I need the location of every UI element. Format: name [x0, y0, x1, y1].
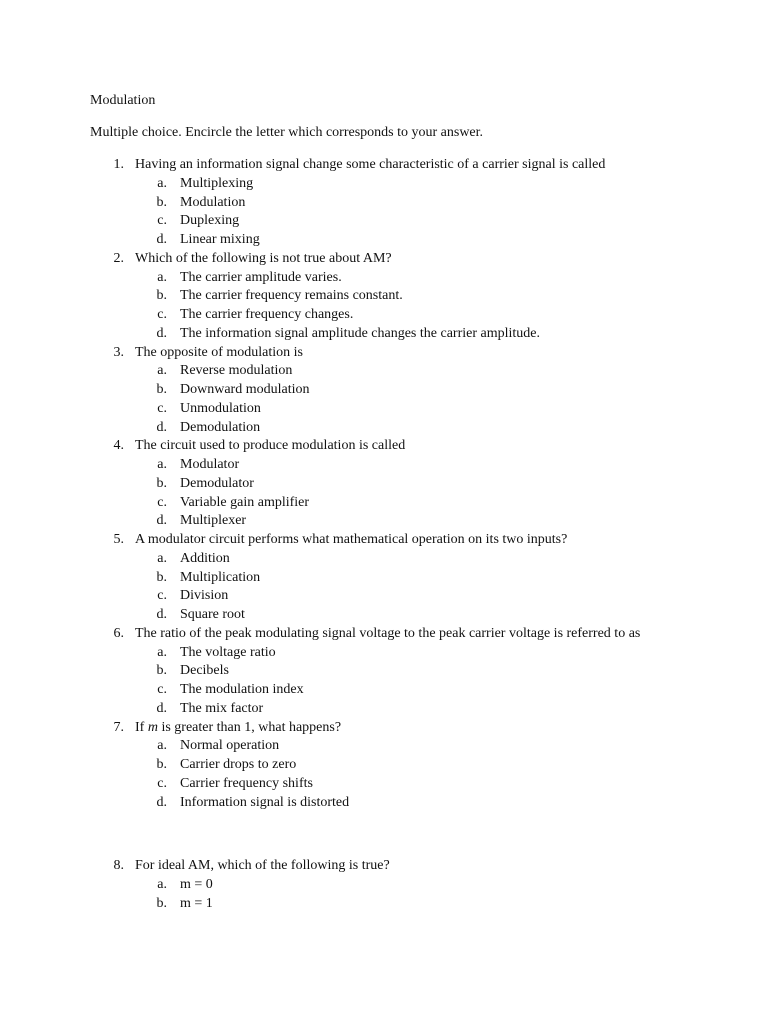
document-title: Modulation — [90, 93, 156, 108]
question-text — [135, 857, 390, 876]
question-text-part: Which of the following is not true about AM? — [135, 250, 392, 266]
option-text: Addition — [180, 550, 230, 566]
question-text-part: If — [135, 719, 148, 735]
question-item — [0, 250, 768, 269]
option-text: The voltage ratio — [180, 644, 276, 660]
option-letter[interactable]: b. — [156, 475, 167, 491]
answer-option[interactable] — [0, 494, 768, 513]
option-letter[interactable]: c. — [157, 682, 167, 697]
option-letter[interactable]: d. — [156, 419, 167, 435]
option-text: Square root — [180, 607, 245, 622]
question-text-part: The ratio of the peak modulating signal voltage to the peak carrier voltage is referred to as — [135, 625, 641, 641]
question-item — [0, 719, 768, 738]
question-text — [135, 156, 605, 175]
option-text: m = 1 — [180, 895, 213, 911]
option-letter[interactable]: d. — [156, 794, 167, 810]
option-letter[interactable]: d. — [156, 700, 167, 716]
question-text — [135, 719, 341, 738]
answer-option[interactable] — [0, 606, 768, 625]
option-letter[interactable]: c. — [157, 588, 167, 604]
option-letter[interactable]: a. — [157, 175, 167, 191]
question-text-part: The opposite of modulation is — [135, 344, 303, 360]
option-text: Demodulator — [180, 475, 254, 491]
option-text: The carrier frequency changes. — [180, 307, 354, 322]
option-letter[interactable]: a. — [157, 457, 167, 472]
option-text: Modulator — [180, 457, 240, 472]
option-text: Carrier frequency shifts — [180, 775, 313, 791]
option-text: Variable gain amplifier — [180, 494, 310, 510]
question-text — [135, 250, 392, 269]
option-text: The modulation index — [180, 682, 304, 697]
option-letter[interactable]: a. — [157, 644, 167, 660]
option-letter[interactable]: b. — [156, 288, 167, 304]
answer-option[interactable] — [0, 231, 768, 250]
question-text-part: is greater than 1, what happens? — [157, 719, 342, 735]
option-text: Carrier drops to zero — [180, 757, 297, 772]
question-number: 7. — [113, 719, 124, 735]
answer-option[interactable] — [0, 306, 768, 325]
answer-option[interactable] — [0, 475, 768, 494]
question-text-part: A modulator circuit performs what mathematical operation on its two inputs? — [135, 532, 568, 547]
option-letter[interactable]: b. — [156, 194, 167, 210]
option-letter[interactable]: c. — [157, 400, 167, 416]
answer-option[interactable] — [0, 400, 768, 419]
answer-option[interactable] — [0, 287, 768, 306]
question-item — [0, 156, 768, 175]
question-item — [0, 344, 768, 363]
option-text: The carrier frequency remains constant. — [180, 288, 403, 304]
question-number: 8. — [113, 858, 124, 874]
question-text-part: Having an information signal change some characteristic of a carrier signal is called — [135, 157, 606, 172]
answer-option[interactable] — [0, 794, 768, 813]
option-text: Linear mixing — [180, 232, 260, 247]
option-letter[interactable]: c. — [157, 307, 167, 322]
answer-option[interactable] — [0, 269, 768, 288]
option-letter[interactable]: b. — [156, 757, 167, 772]
answer-option[interactable] — [0, 456, 768, 475]
option-letter[interactable]: c. — [157, 213, 167, 229]
option-text: Decibels — [180, 663, 229, 679]
question-item — [0, 625, 768, 644]
answer-option[interactable] — [0, 325, 768, 344]
answer-option[interactable] — [0, 194, 768, 213]
question-item — [0, 857, 768, 876]
option-letter[interactable]: c. — [157, 494, 167, 510]
question-text — [135, 625, 640, 644]
question-number: 3. — [113, 344, 124, 360]
option-text: Demodulation — [180, 419, 261, 435]
answer-option[interactable] — [0, 587, 768, 606]
answer-option[interactable] — [0, 212, 768, 231]
option-text: Reverse modulation — [180, 363, 293, 379]
option-text: Modulation — [180, 194, 246, 210]
question-item — [0, 531, 768, 550]
answer-option[interactable] — [0, 737, 768, 756]
answer-option[interactable] — [0, 775, 768, 794]
option-letter[interactable]: b. — [156, 895, 167, 911]
option-letter[interactable]: d. — [156, 232, 167, 247]
question-number: 2. — [113, 250, 124, 266]
question-number: 4. — [113, 438, 124, 454]
option-text: Duplexing — [180, 213, 240, 229]
question-variable: m — [147, 719, 158, 735]
option-text: Multiplication — [180, 569, 261, 585]
answer-option[interactable] — [0, 550, 768, 569]
option-letter[interactable]: b. — [156, 663, 167, 679]
answer-option[interactable] — [0, 569, 768, 588]
option-text: Multiplexer — [180, 513, 247, 529]
answer-option[interactable] — [0, 756, 768, 775]
option-letter[interactable]: d. — [156, 513, 167, 529]
option-text: The information signal amplitude changes the carrier amplitude. — [180, 325, 540, 341]
question-text — [135, 344, 303, 363]
answer-option[interactable] — [0, 681, 768, 700]
option-letter[interactable]: a. — [157, 738, 167, 754]
answer-option[interactable] — [0, 381, 768, 400]
option-text: The mix factor — [180, 700, 264, 716]
question-text-part: For ideal AM, which of the following is true? — [135, 858, 390, 874]
option-text: Downward modulation — [180, 382, 310, 397]
question-item — [0, 437, 768, 456]
option-letter[interactable]: a. — [157, 877, 167, 892]
option-letter[interactable]: d. — [156, 607, 167, 622]
option-letter[interactable]: a. — [157, 363, 167, 379]
question-number: 1. — [113, 157, 124, 172]
answer-option[interactable] — [0, 662, 768, 681]
instructions-text: Multiple choice. Encircle the letter which corresponds to your answer. — [90, 125, 484, 140]
answer-option[interactable] — [0, 175, 768, 194]
question-list — [0, 156, 768, 914]
answer-option[interactable] — [0, 419, 768, 438]
question-text — [135, 531, 567, 550]
question-number: 5. — [113, 532, 124, 547]
option-letter[interactable]: b. — [156, 382, 167, 397]
spacer — [0, 812, 768, 857]
option-letter[interactable]: d. — [156, 325, 167, 341]
answer-option[interactable] — [0, 362, 768, 381]
option-text: Division — [180, 588, 229, 604]
answer-option[interactable] — [0, 876, 768, 895]
option-text: Information signal is distorted — [180, 794, 350, 810]
option-letter[interactable]: a. — [157, 269, 167, 285]
option-text: m = 0 — [180, 877, 213, 892]
option-text: The carrier amplitude varies. — [180, 269, 342, 285]
answer-option[interactable] — [0, 895, 768, 914]
question-text — [135, 437, 405, 456]
option-text: Normal operation — [180, 738, 280, 754]
option-text: Multiplexing — [180, 175, 254, 191]
answer-option[interactable] — [0, 644, 768, 663]
option-letter[interactable]: a. — [157, 550, 167, 566]
question-number: 6. — [113, 625, 124, 641]
answer-option[interactable] — [0, 512, 768, 531]
option-letter[interactable]: b. — [156, 569, 167, 585]
option-letter[interactable]: c. — [157, 775, 167, 791]
option-text: Unmodulation — [180, 400, 261, 416]
question-text-part: The circuit used to produce modulation is called — [135, 438, 406, 454]
answer-option[interactable] — [0, 700, 768, 719]
